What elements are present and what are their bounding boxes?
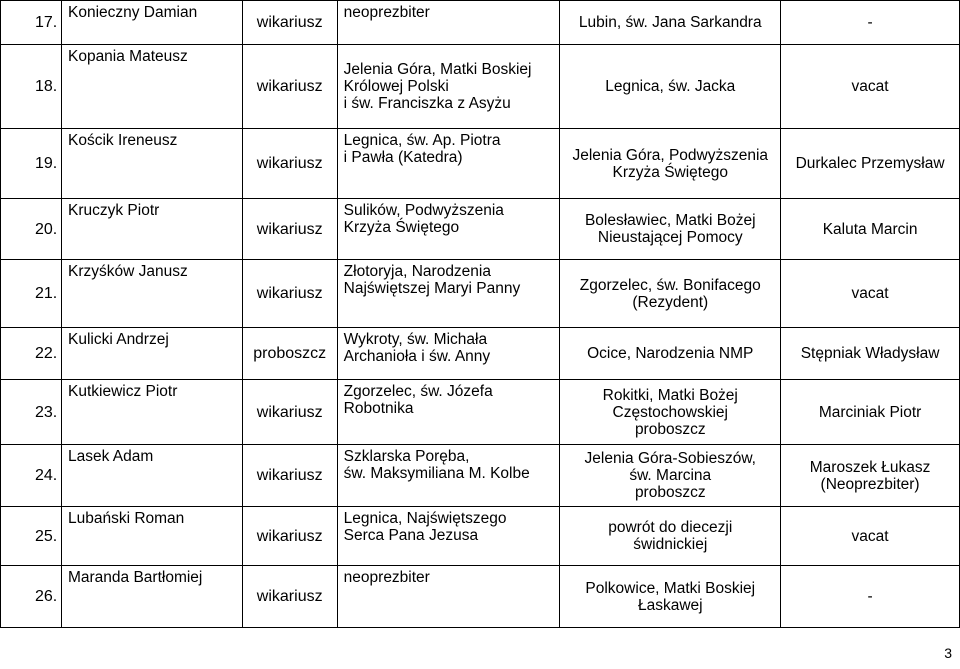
successor: Durkalec Przemysław [781,129,960,199]
row-number: 26. [1,566,62,628]
new-assignment: Jelenia Góra, Podwyższenia Krzyża Świętego [560,129,781,199]
successor: Kaluta Marcin [781,199,960,260]
current-parish: Sulików, Podwyższenia Krzyża Świętego [337,199,560,260]
new-assignment: Zgorzelec, św. Bonifacego (Rezydent) [560,260,781,328]
priest-role: proboszcz [242,328,337,380]
priest-name: Maranda Bartłomiej [61,566,242,628]
row-number: 18. [1,45,62,129]
table-row [1,566,960,628]
priest-name: Kulicki Andrzej [61,328,242,380]
new-assignment: powrót do diecezji świdnickiej [560,507,781,566]
successor: Stępniak Władysław [781,328,960,380]
current-parish: Legnica, Najświętszego Serca Pana Jezusa [337,507,560,566]
priest-name: Krzyśków Janusz [61,260,242,328]
current-parish: Wykroty, św. Michała Archanioła i św. Anny [337,328,560,380]
row-number: 25. [1,507,62,566]
successor: Marciniak Piotr [781,380,960,445]
priest-name: Lasek Adam [61,445,242,507]
priest-name: Kruczyk Piotr [61,199,242,260]
row-number: 21. [1,260,62,328]
priest-role: wikariusz [242,507,337,566]
page-number: 3 [944,645,952,661]
successor: vacat [781,507,960,566]
priest-name: Kopania Mateusz [61,45,242,129]
new-assignment: Legnica, św. Jacka [560,45,781,129]
priest-role: wikariusz [242,199,337,260]
table-row [1,199,960,260]
priest-role: wikariusz [242,380,337,445]
row-number: 24. [1,445,62,507]
row-number: 22. [1,328,62,380]
priest-name: Konieczny Damian [61,1,242,45]
new-assignment: Bolesławiec, Matki Bożej Nieustającej Pomocy [560,199,781,260]
current-parish: Złotoryja, Narodzenia Najświętszej Maryi Panny [337,260,560,328]
new-assignment: Rokitki, Matki Bożej Częstochowskiej proboszcz [560,380,781,445]
successor: vacat [781,260,960,328]
priest-role: wikariusz [242,445,337,507]
priest-role: wikariusz [242,566,337,628]
row-number: 19. [1,129,62,199]
table-row [1,328,960,380]
priest-role: wikariusz [242,45,337,129]
table-row [1,45,960,129]
priest-name: Kutkiewicz Piotr [61,380,242,445]
priest-role: wikariusz [242,129,337,199]
new-assignment: Ocice, Narodzenia NMP [560,328,781,380]
current-parish: neoprezbiter [337,1,560,45]
priest-role: wikariusz [242,1,337,45]
new-assignment: Polkowice, Matki Boskiej Łaskawej [560,566,781,628]
table-row [1,1,960,45]
current-parish: Szklarska Poręba, św. Maksymiliana M. Kolbe [337,445,560,507]
current-parish: Zgorzelec, św. Józefa Robotnika [337,380,560,445]
table-row [1,445,960,507]
row-number: 23. [1,380,62,445]
table-row [1,129,960,199]
table-body [1,1,960,628]
successor: - [781,1,960,45]
new-assignment: Lubin, św. Jana Sarkandra [560,1,781,45]
priest-name: Lubański Roman [61,507,242,566]
row-number: 20. [1,199,62,260]
current-parish: neoprezbiter [337,566,560,628]
priest-role: wikariusz [242,260,337,328]
successor: vacat [781,45,960,129]
row-number: 17. [1,1,62,45]
table-row [1,380,960,445]
new-assignment: Jelenia Góra-Sobieszów, św. Marcina proboszcz [560,445,781,507]
current-parish: Legnica, św. Ap. Piotra i Pawła (Katedra) [337,129,560,199]
successor: Maroszek Łukasz (Neoprezbiter) [781,445,960,507]
current-parish: Jelenia Góra, Matki Boskiej Królowej Polski i św. Franciszka z Asyżu [337,45,560,129]
priest-name: Kościk Ireneusz [61,129,242,199]
table-row [1,507,960,566]
successor: - [781,566,960,628]
table-row [1,260,960,328]
